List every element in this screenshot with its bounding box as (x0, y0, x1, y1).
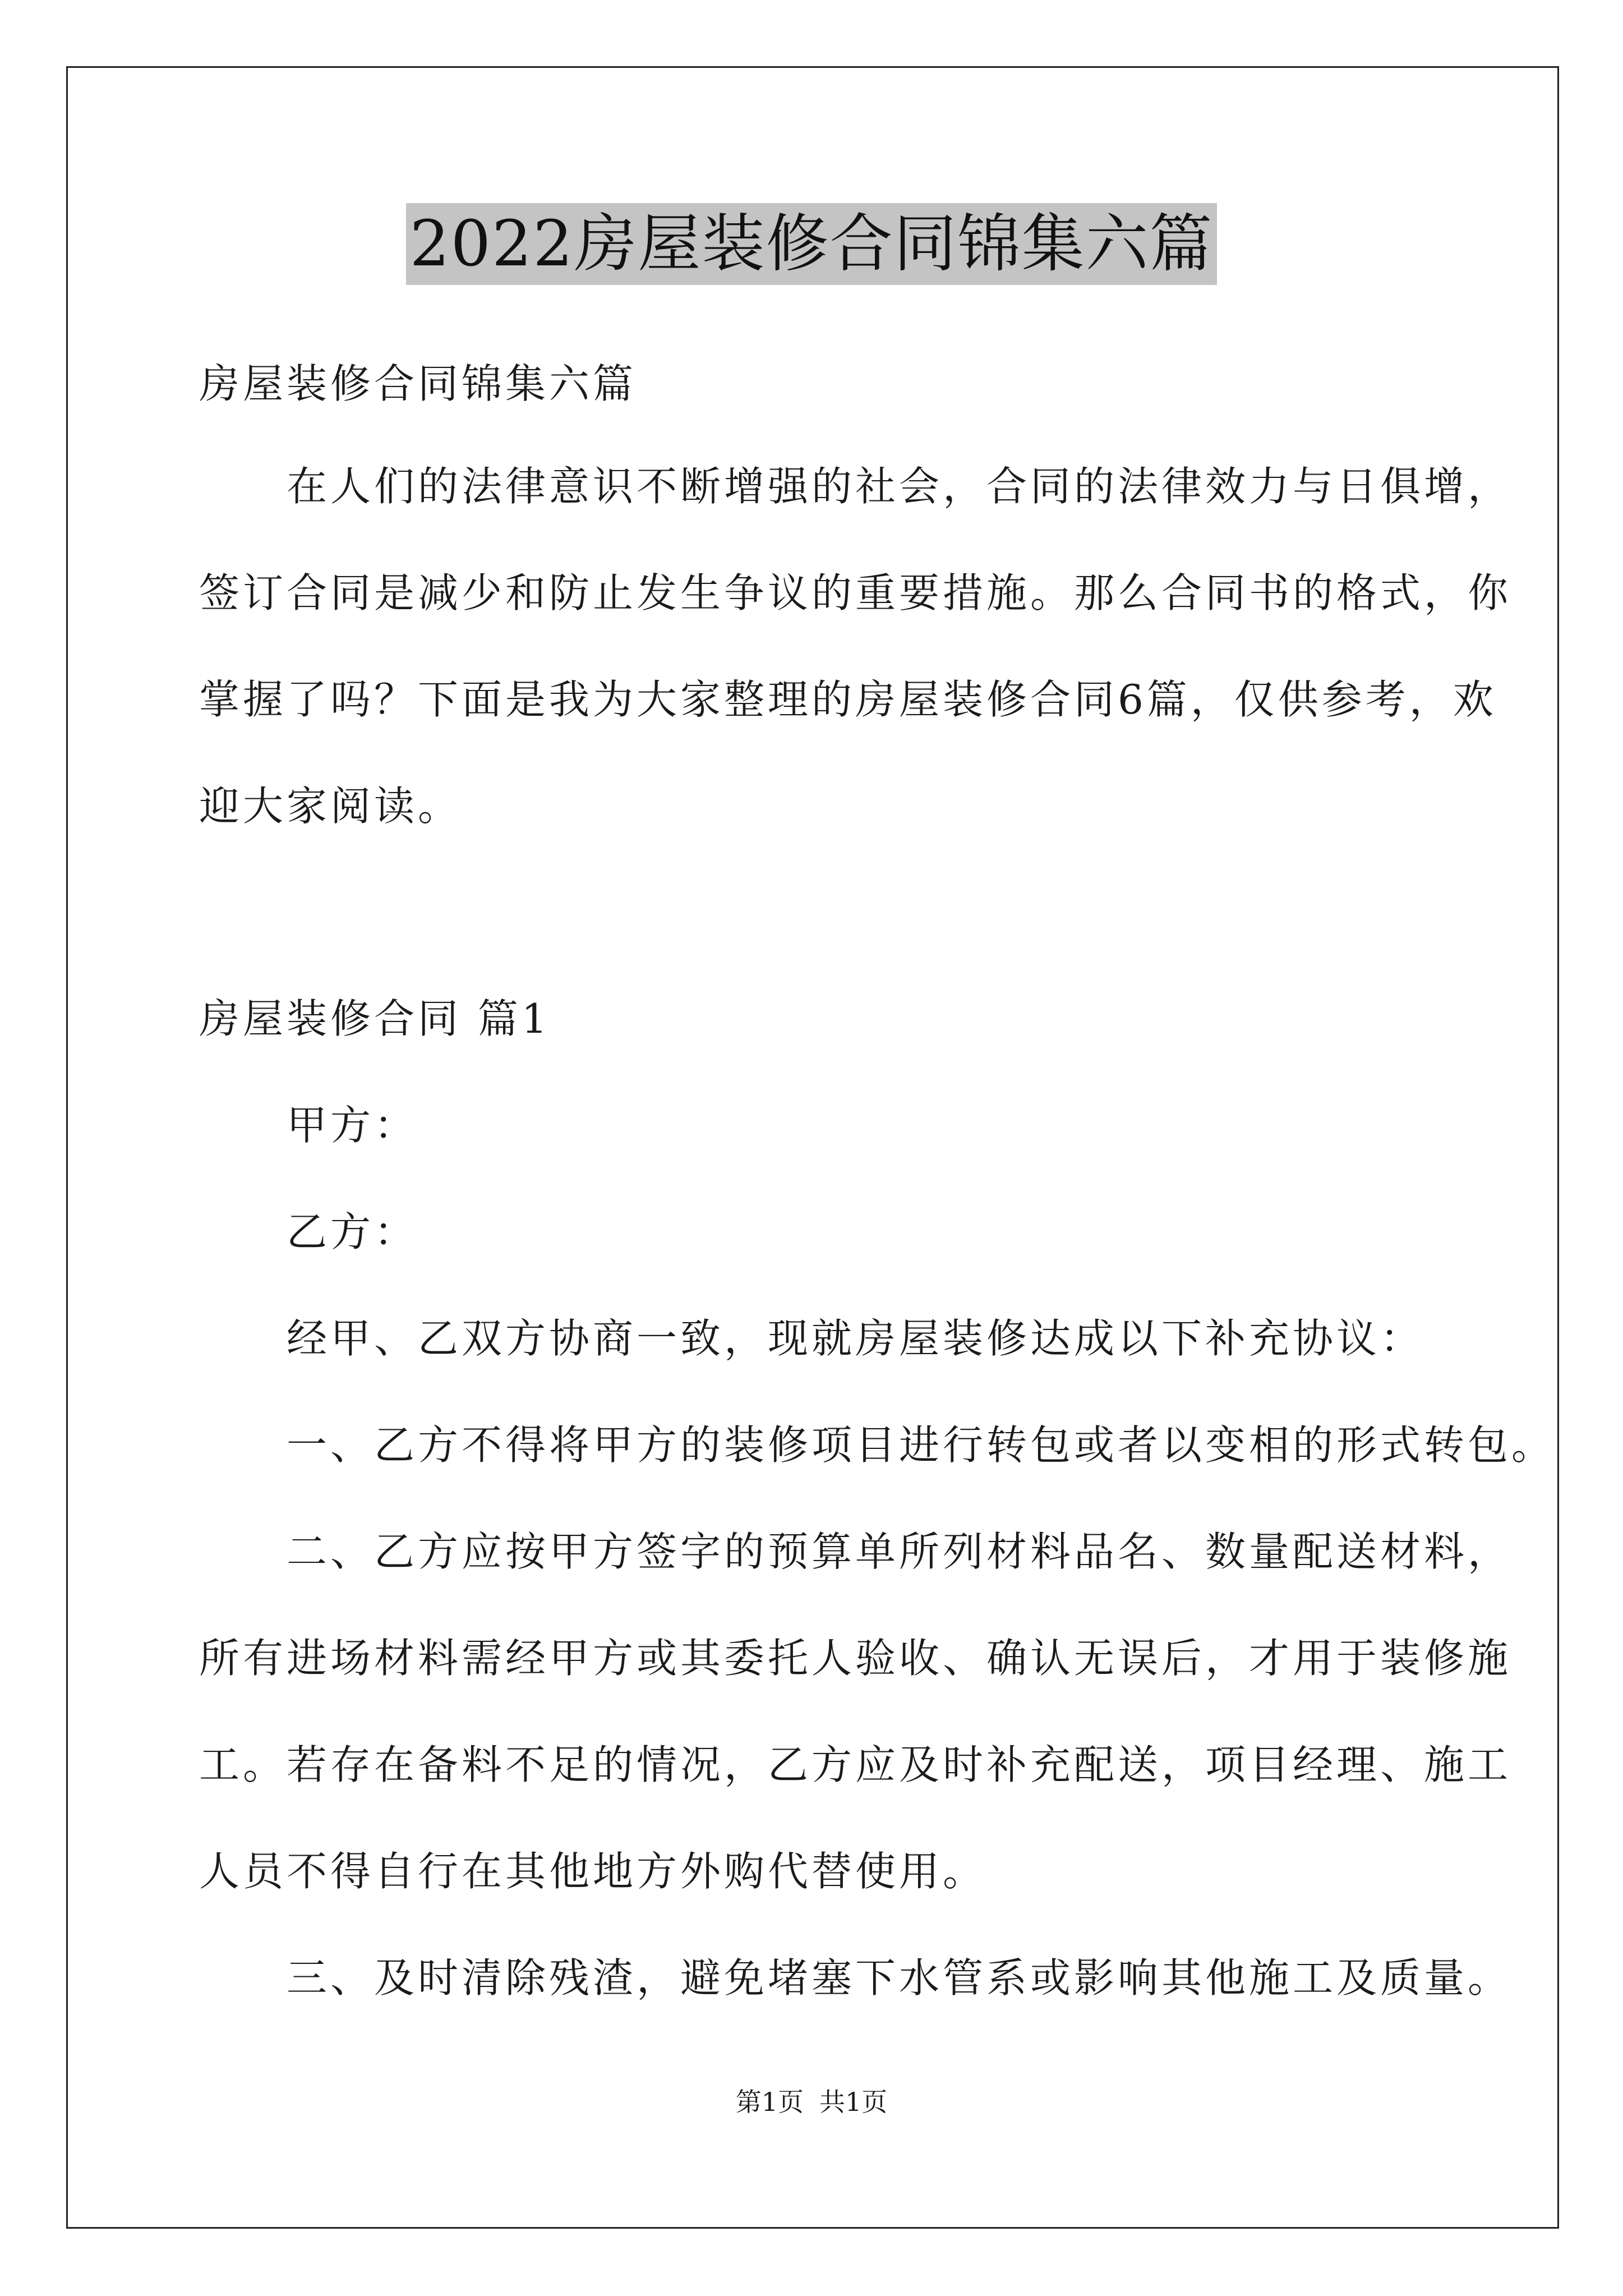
clause-2-line-3: 工。若存在备料不足的情况，乙方应及时补充配送，项目经理、施工 (199, 1741, 1512, 1788)
intro-line-2: 签订合同是减少和防止发生争议的重要措施。那么合同书的格式，你 (199, 569, 1512, 616)
clause-2-line-1: 二、乙方应按甲方签字的预算单所列材料品名、数量配送材料， (199, 1528, 1512, 1575)
party-b-label: 乙方： (199, 1208, 418, 1255)
intro-line-4: 迎大家阅读。 (199, 783, 462, 830)
party-a-label: 甲方： (199, 1102, 418, 1149)
title-container (0, 203, 1623, 285)
clause-3: 三、及时清除残渣，避免堵塞下水管系或影响其他施工及质量。 (199, 1954, 1512, 2001)
page-number-current: 第1页 (735, 2087, 804, 2117)
page-footer (0, 2085, 1623, 2119)
intro-line-1: 在人们的法律意识不断增强的社会，合同的法律效力与日俱增， (199, 463, 1512, 510)
clause-1: 一、乙方不得将甲方的装修项目进行转包或者以变相的形式转包。 (199, 1421, 1556, 1469)
document-title: 2022房屋装修合同锦集六篇 (406, 203, 1216, 285)
section-heading: 房屋装修合同 篇1 (199, 995, 551, 1042)
page-number-total: 共1页 (819, 2087, 888, 2117)
clause-2-line-2: 所有进场材料需经甲方或其委托人验收、确认无误后，才用于装修施 (199, 1635, 1512, 1682)
intro-line-3: 掌握了吗？下面是我为大家整理的房屋装修合同6篇，仅供参考，欢 (199, 676, 1497, 723)
agreement-intro: 经甲、乙双方协商一致，现就房屋装修达成以下补充协议： (199, 1315, 1424, 1362)
clause-2-line-4: 人员不得自行在其他地方外购代替使用。 (199, 1848, 987, 1895)
document-subtitle: 房屋装修合同锦集六篇 (199, 360, 637, 407)
